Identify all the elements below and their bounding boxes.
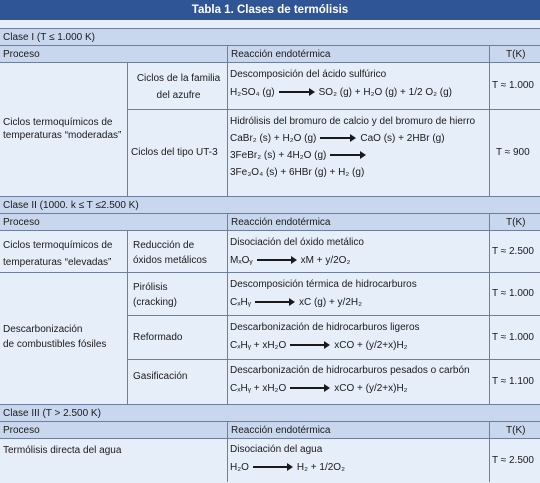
clase1-sub-ut3: Ciclos del tipo UT-3: [131, 147, 218, 158]
header-temp: T(K): [506, 217, 526, 228]
reaction-arrow-icon: [253, 463, 293, 471]
column-divider: [489, 213, 490, 404]
header-reaccion: Reacción endotérmica: [231, 49, 331, 60]
reaccion-title: Descomposición térmica de hidrocarburos: [230, 279, 417, 290]
group2-label-line1: Descarbonización: [3, 324, 83, 335]
clase2-group-divider: [0, 272, 540, 273]
clase1-group-label-line2: temperaturas “moderadas”: [3, 130, 122, 141]
equation: [230, 130, 540, 147]
sub-line2: óxidos metálicos: [133, 255, 207, 266]
clase2-reaccion-pirolisis: [230, 278, 490, 309]
header-temp: T(K): [506, 49, 526, 60]
clase1-header-row: [0, 45, 540, 63]
clase2-temp-gasificacion: T ≈ 1.100: [492, 376, 534, 387]
clase1-reaccion-ut3: [230, 113, 540, 181]
clase1-sub-azufre: [131, 70, 226, 104]
column-divider: [489, 45, 490, 196]
column-divider: [227, 213, 228, 404]
sub-azufre-line2: del azufre: [156, 90, 201, 101]
clase2-reaccion-gasificacion: [230, 364, 500, 395]
equation: [230, 86, 490, 99]
reaccion-title: Hidrólisis del bromuro de calcio y del bromuro de hierro: [230, 116, 476, 127]
reaction-arrow-icon: [290, 384, 330, 392]
clase2-sub-reformado: Reformado: [133, 331, 183, 343]
equation: [230, 461, 490, 474]
reaccion-title: Descarbonización de hidrocarburos ligeros: [230, 322, 420, 333]
clase1-group-label: [3, 62, 127, 196]
clase1-temp-azufre: T ≈ 1.000: [492, 80, 534, 91]
column-divider: [127, 230, 128, 404]
equation: [230, 382, 500, 395]
reaccion-title: Descomposición del ácido sulfúrico: [230, 69, 387, 80]
clase3-proceso: Termólisis directa del agua: [3, 445, 122, 456]
clase2-temp-pirolisis: T ≈ 1.000: [492, 288, 534, 299]
clase1-group-label-line1: Ciclos termoquímicos de: [3, 117, 113, 128]
equation-rhs: xM + y/2O₂: [300, 255, 351, 266]
reaccion-title: Disociación del óxido metálico: [230, 237, 364, 248]
group1-label-line1: Ciclos termoquímicos de: [3, 240, 113, 251]
clase3-temp: T ≈ 2.500: [492, 454, 534, 466]
equation: [230, 254, 490, 267]
clase2-sub-pirolisis: [133, 280, 225, 310]
sub-azufre-line1: Ciclos de la familia: [136, 73, 221, 84]
reaction-arrow-icon: [290, 341, 330, 349]
equation-lhs: 3FeBr₂ (s) + 4H₂O (g): [230, 150, 327, 161]
clase2-temp-reduccion: T ≈ 2.500: [492, 245, 534, 257]
sub-line1: Pirólisis: [133, 282, 168, 293]
clase2-heading: Clase II (1000. k ≤ T ≤2.500 K): [0, 196, 540, 213]
equation: [230, 147, 540, 164]
clase3-reaccion: [230, 443, 490, 474]
clase2-sub-gasificacion: Gasificación: [133, 371, 188, 382]
reaction-arrow-icon: [320, 134, 356, 142]
equation-rhs: CaO (s) + 2HBr (g): [360, 133, 445, 144]
clase1-heading: Clase I (T ≤ 1.000 K): [0, 28, 540, 45]
clase2-sub-reduccion: [133, 238, 225, 268]
equation: [230, 339, 490, 352]
group1-label-line2: temperaturas “elevadas”: [3, 257, 112, 268]
equation-rhs: SO₂ (g) + H₂O (g) + 1/2 O₂ (g): [318, 87, 452, 98]
column-divider: [489, 421, 490, 482]
reaccion-title: Disociación del agua: [230, 444, 323, 455]
equation-lhs: CaBr₂ (s) + H₂O (g): [230, 133, 317, 144]
reaction-arrow-icon: [279, 88, 315, 96]
equation-lhs: CₓHᵧ: [230, 297, 251, 308]
clase2-temp-reformado: T ≈ 1.000: [492, 331, 534, 343]
equation-lhs: CₓHᵧ + xH₂O: [230, 340, 287, 351]
column-divider: [227, 421, 228, 482]
clase2-row-divider: [127, 359, 540, 360]
reaction-arrow-icon: [257, 256, 297, 264]
clase3-header-row: [0, 421, 540, 439]
header-temp: T(K): [506, 425, 526, 436]
header-reaccion: Reacción endotérmica: [231, 425, 331, 436]
clase2-group2-label: [3, 322, 127, 352]
reaccion-title: Descarbonización de hidrocarburos pesados o carbón: [230, 365, 470, 376]
equation: 3Fe₃O₄ (s) + 6HBr (g) + H₂ (g): [230, 167, 365, 178]
reaction-arrow-icon: [255, 298, 295, 306]
equation-rhs: xCO + (y/2+x)H₂: [334, 383, 408, 394]
clase1-reaccion-azufre: [230, 68, 490, 99]
sub-line2: (cracking): [133, 297, 177, 308]
header-proceso: Proceso: [3, 217, 40, 228]
clase2-header-row: [0, 213, 540, 231]
equation-lhs: MₓOᵧ: [230, 255, 253, 266]
equation-rhs: H₂ + 1/2O₂: [296, 462, 345, 473]
clase3-heading: Clase III (T > 2.500 K): [0, 404, 540, 421]
equation-lhs: H₂SO₄ (g): [230, 87, 275, 98]
header-proceso: Proceso: [3, 49, 40, 60]
column-divider: [127, 62, 128, 196]
clase2-group1-label: [3, 237, 127, 271]
equation-rhs: xC (g) + y/2H₂: [298, 297, 362, 308]
header-proceso: Proceso: [3, 425, 40, 436]
equation-lhs: H₂O: [230, 462, 249, 473]
equation-lhs: CₓHᵧ + xH₂O: [230, 383, 287, 394]
clase2-reaccion-reformado: [230, 321, 490, 352]
column-divider: [227, 45, 228, 196]
equation: [230, 296, 490, 309]
header-reaccion: Reacción endotérmica: [231, 217, 331, 228]
clase2-reaccion-reduccion: [230, 236, 490, 267]
group2-label-line2: de combustibles fósiles: [3, 339, 107, 350]
equation-rhs: xCO + (y/2+x)H₂: [334, 340, 408, 351]
reaction-arrow-icon: [330, 151, 366, 159]
table-title: Tabla 1. Clases de termólisis: [0, 0, 540, 20]
clase1-temp-ut3: T ≈ 900: [496, 147, 530, 158]
sub-line1: Reducción de: [133, 240, 195, 251]
